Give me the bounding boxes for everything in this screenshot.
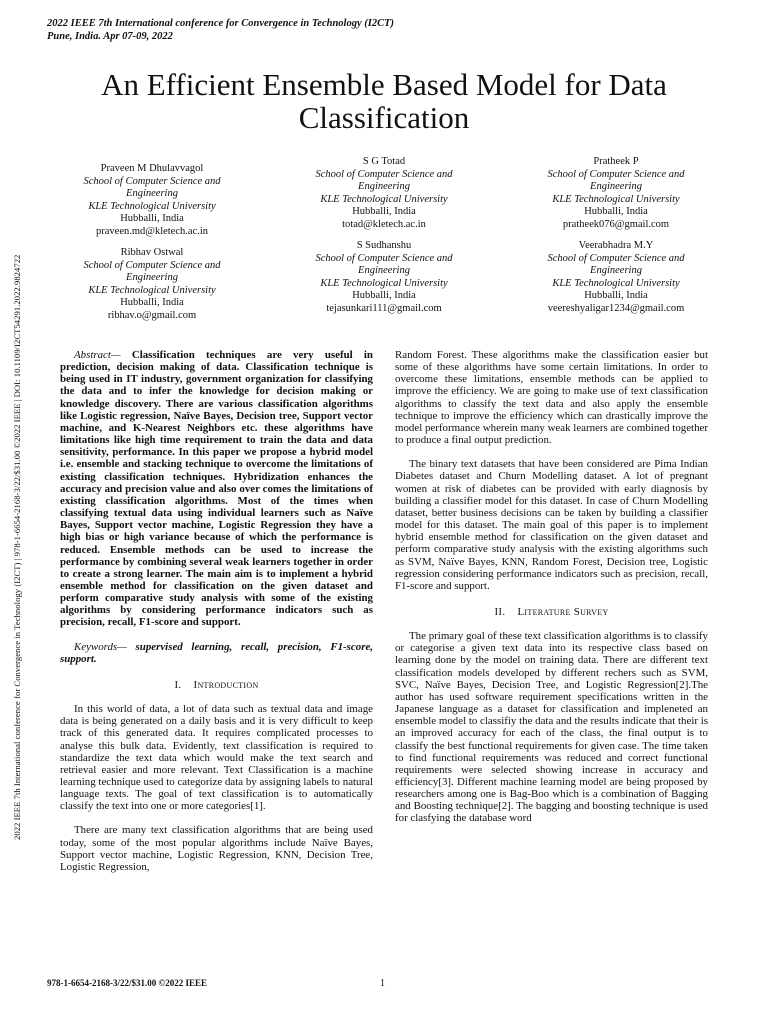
section-heading-literature-survey [395, 606, 708, 618]
footer-isbn: 978-1-6654-2168-3/22/$31.00 ©2022 IEEE [47, 978, 207, 988]
section-title: Literature Survey [517, 605, 609, 618]
author-name: Veerabhadra M.Y [578, 240, 654, 251]
paragraph: Random Forest. These algorithms make the classification easier but some of these algorithms have some certain limitations. In order to overcome these limitations, ensemble methods can be applied to improve the efficiency. We are going to make use of text classification algorithms to classify the text data and also apply the ensemble technique to improve the efficiency which can drastically improve the model performance wherein many weak learners are combined together to produce a final output prediction. [395, 349, 708, 447]
author-city: Hubballi, India [584, 206, 648, 218]
author-affiliation: KLE Technological University [88, 284, 216, 296]
author-city: Hubballi, India [352, 290, 416, 302]
author-affiliation: School of Computer Science and [547, 168, 685, 180]
author-affiliation: KLE Technological University [320, 277, 448, 289]
page-number: 1 [380, 978, 385, 989]
abstract-body: Classification techniques are very useful in prediction, decision making of data. Classification technique is being used in IT industry, government organization for classifying the data and to infer the knowledge for decision making or knowledge discovery. There are various classification algorithms like Logistic regression, Naïve Bayes, Decision tree, Support vector machine, and K-Nearest Neighbors etc. these algorithms have limitations like high time requirement to train the data and data sensitivity, performance. In this paper we propose a hybrid model i.e. ensemble and stacking technique to overcome the limitations of existing classification techniques. Hybridization enhances the accuracy and precision value and also over comes the limitations of existing classification algorithms. Most of the times when classifying textual data using individual learners such as Naïve Bayes, Support vector machine, Logistic Regression they have a high bias or high variance because of which the performance is reduced. Ensemble methods can be used to increase the performance by combining several weak learners together in order to create a strong learner. The main aim is to implement a hybrid ensemble method for classification on the given dataset and perform comparative study analysis with some of the existing algorithms by considering performance indicators such as precision, recall, F1-score and support. [60, 349, 373, 629]
author-email: pratheek076@gmail.com [562, 218, 670, 230]
author-block [52, 163, 252, 239]
author-block [516, 156, 716, 232]
conference-line-2: Pune, India. Apr 07-09, 2022 [47, 30, 173, 42]
author-affiliation: Engineering [126, 188, 178, 200]
paragraph: The primary goal of these text classification algorithms is to classify or categorise a given text data into its respective class based on learning done by the model on training data. There are different text classification models developed by different rechers such as SVM, SVC, Naïve Bayes, Decision Tree, and Logistic Regression[2].The author has used software requirement specifications written in the Japanese language as a dataset for classification and impleneted an ensemble model to classifiy the data and the results indicate that their is an improved accuracy for each of the class, the final output is to classify the best functional requirements for given case. The time taken to find functional requirements was reduced and correct functional requirements were selected showing increase in accuracy and efficiency[3]. Different machine learning model are being proposed by researchers among one is Bag-Boo which is a combination of Bagging and Boosting technique[2]. The bagging and boosting technique is used for clasfying the database word [395, 630, 708, 825]
abstract [60, 349, 373, 629]
author-affiliation: School of Computer Science and [315, 168, 453, 180]
author-block [284, 240, 484, 316]
conference-line-1: 2022 IEEE 7th International conference for Convergence in Technology (I2CT) [47, 18, 394, 29]
title-line-2: Classification [298, 100, 470, 135]
author-affiliation: KLE Technological University [88, 200, 216, 212]
author-block [52, 247, 252, 323]
author-affiliation: School of Computer Science and [83, 175, 221, 187]
author-affiliation: KLE Technological University [552, 277, 680, 289]
paragraph: The binary text datasets that have been considered are Pima Indian Diabetes dataset and Churn Modelling dataset. A lot of pregnant women at risk of diabetes can be provided with early diagnosis by building a classifier model for this dataset. In case of Churn Modelling dataset, better business decisions can be taken by building a classifier model for this dataset. The main goal of this paper is to implement hybrid ensemble method for classification on the given dataset and perform comparative study analysis with the existing algorithms such as SVM, Naïve Bayes, KNN, Random Forest, Decision tree, Logistic regression considering performance indicators such as precision, recall, F1-score and support. [395, 458, 708, 592]
author-affiliation: School of Computer Science and [547, 252, 685, 264]
author-name: Ribhav Ostwal [120, 247, 184, 258]
abstract-lead: Abstract— [74, 349, 121, 361]
author-affiliation: Engineering [358, 265, 410, 277]
author-city: Hubballi, India [120, 213, 184, 225]
author-affiliation: Engineering [590, 265, 642, 277]
doi-sidebar: 2022 IEEE 7th International conference for Convergence in Technology (I2CT) | 978-1-6654-2168-3/22/$31.00 ©2022 IEEE | DOI: 10.1109/I2CT54291.2022.9824722 [12, 254, 22, 840]
author-affiliation: School of Computer Science and [315, 252, 453, 264]
author-affiliation: KLE Technological University [552, 193, 680, 205]
title-line-1: An Efficient Ensemble Based Model for Data [101, 67, 667, 102]
left-column [60, 349, 373, 873]
author-city: Hubballi, India [352, 206, 416, 218]
author-block [516, 240, 716, 316]
author-email: totad@kletech.ac.in [342, 218, 426, 230]
paper-title [60, 68, 708, 134]
keywords-lead: Keywords— [74, 640, 127, 653]
author-affiliation: Engineering [126, 272, 178, 284]
conference-header [47, 18, 394, 43]
paragraph: In this world of data, a lot of data such as textual data and image data is being generated on a daily basis and it is very difficult to keep track of this generated data. It requires complicated processes to analyse this bulk data. Evidently, text classification is required to standardize the text data which would make the text search and retrieval easier and more relevant. Text Classification is a machine learning technique used to categorize data by assigning labels to natural language texts. The goal of text classification is to automatically classify the text into one or more categories[1]. [60, 703, 373, 813]
author-name: Pratheek P [593, 156, 639, 167]
author-name: Praveen M Dhulavvagol [100, 163, 204, 174]
section-number: II. [494, 605, 506, 618]
author-city: Hubballi, India [584, 290, 648, 302]
author-city: Hubballi, India [120, 297, 184, 309]
author-email: tejasunkari111@gmail.com [326, 302, 442, 314]
keywords [60, 641, 373, 665]
author-email: veereshyaligar1234@gmail.com [547, 302, 685, 314]
section-heading-introduction [60, 679, 373, 691]
author-name: S G Totad [362, 156, 406, 167]
right-column [395, 349, 708, 825]
author-email: ribhav.o@gmail.com [107, 309, 197, 321]
author-affiliation: Engineering [590, 181, 642, 193]
section-number: I. [174, 678, 182, 691]
author-name: S Sudhanshu [356, 240, 412, 251]
author-email: praveen.md@kletech.ac.in [96, 225, 208, 237]
author-affiliation: KLE Technological University [320, 193, 448, 205]
author-affiliation: School of Computer Science and [83, 259, 221, 271]
keywords-body: supervised learning, recall, precision, F1-score, support. [60, 640, 373, 665]
paragraph: There are many text classification algorithms that are being used today, some of the most popular algorithms include Naïve Bayes, Support vector machine, Logistic Regression, KNN, Decision Tree, Logistic Regression, [60, 824, 373, 873]
author-affiliation: Engineering [358, 181, 410, 193]
section-title: Introduction [193, 678, 259, 691]
author-block [284, 156, 484, 232]
